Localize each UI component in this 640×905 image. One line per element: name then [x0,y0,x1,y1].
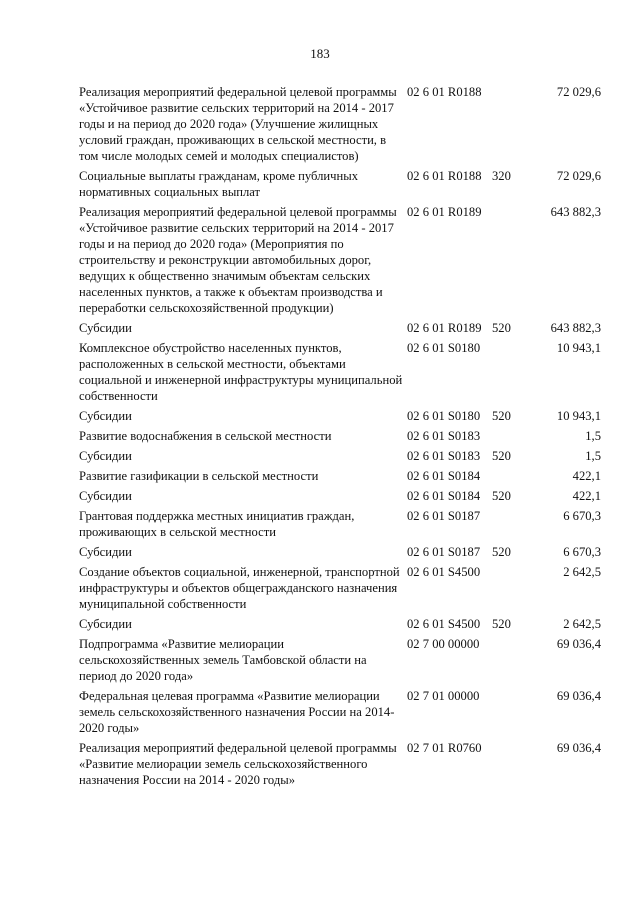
table-row [79,564,601,612]
row-name: Субсидии [79,489,132,503]
row-code: 02 6 01 S4500 [407,565,481,579]
table-row [79,468,601,484]
row-expense-type: 520 [492,449,511,463]
row-code: 02 7 01 00000 [407,689,480,703]
table-row [79,636,601,684]
table-row [79,616,601,632]
row-expense-type [492,564,530,612]
table-row [79,740,601,788]
row-code: 02 6 01 R0188 [407,169,482,183]
table-row [79,508,601,540]
row-expense-type [492,468,530,484]
row-amount: 2 642,5 [563,565,601,579]
row-amount: 422,1 [572,469,601,483]
row-expense-type: 520 [492,409,511,423]
row-name: Субсидии [79,409,132,423]
row-amount: 72 029,6 [556,169,601,183]
table-row [79,488,601,504]
table-row [79,168,601,200]
row-name: Развитие водоснабжения в сельской местности [79,429,332,443]
row-name: Комплексное обустройство населенных пунктов, расположенных в сельской местности, объектами социальной и инженерной инфраструктуры муниципальной собственности [79,341,403,403]
table-row [79,340,601,404]
row-code: 02 6 01 R0189 [407,205,482,219]
table-row [79,544,601,560]
row-name: Реализация мероприятий федеральной целевой программы «Развитие мелиорации земель сельскохозяйственного назначения России на 2014 - 2020 годы» [79,741,397,787]
row-code: 02 6 01 S0180 [407,341,481,355]
row-expense-type [492,688,530,736]
row-code: 02 6 01 S0187 [407,545,481,559]
table-row [79,428,601,444]
row-expense-type [492,204,530,316]
row-expense-type [492,340,530,404]
row-amount: 69 036,4 [556,741,601,755]
row-amount: 643 882,3 [550,321,601,335]
row-expense-type: 520 [492,489,511,503]
row-code: 02 6 01 S0184 [407,489,481,503]
row-amount: 6 670,3 [563,545,601,559]
row-amount: 422,1 [572,489,601,503]
row-name: Реализация мероприятий федеральной целевой программы «Устойчивое развитие сельских территорий на 2014 - 2017 годы и на период до 2020 года» (Улучшение жилищных условий граждан, проживающих в сельской местности, в том числе молодых семей и молодых специалистов) [79,85,397,163]
page-number: 183 [310,46,330,61]
row-name: Федеральная целевая программа «Развитие мелиорации земель сельскохозяйственного назначения России на 2014-2020 годы» [79,689,395,735]
row-amount: 1,5 [585,449,601,463]
row-expense-type: 520 [492,321,511,335]
row-name: Субсидии [79,449,132,463]
row-expense-type [492,508,530,540]
budget-table [79,84,601,792]
row-amount: 72 029,6 [556,85,601,99]
row-expense-type: 520 [492,617,511,631]
row-expense-type [492,740,530,788]
row-code: 02 6 01 S0184 [407,469,481,483]
row-expense-type [492,84,530,164]
row-expense-type: 320 [492,169,511,183]
row-code: 02 6 01 S0183 [407,429,481,443]
row-code: 02 6 01 S4500 [407,617,481,631]
row-name: Реализация мероприятий федеральной целевой программы «Устойчивое развитие сельских территорий на 2014 - 2017 годы и на период до 2020 года» (Мероприятия по строительству и реконструкции автомобильных дорог, ведущих к общественно значимым объектам сельских населенных пунктов, а также к объектам производства и переработки сельскохозяйственной продукции) [79,205,397,315]
row-name: Развитие газификации в сельской местности [79,469,319,483]
row-amount: 10 943,1 [556,409,601,423]
row-name: Субсидии [79,321,132,335]
table-row [79,84,601,164]
row-code: 02 6 01 S0180 [407,409,481,423]
row-amount: 6 670,3 [563,509,601,523]
row-expense-type: 520 [492,545,511,559]
row-amount: 69 036,4 [556,637,601,651]
row-amount: 1,5 [585,429,601,443]
table-row [79,688,601,736]
row-name: Грантовая поддержка местных инициатив граждан, проживающих в сельской местности [79,509,355,539]
table-row [79,448,601,464]
row-name: Субсидии [79,617,132,631]
row-code: 02 6 01 S0187 [407,509,481,523]
row-code: 02 6 01 R0188 [407,85,482,99]
row-expense-type [492,428,530,444]
row-name: Создание объектов социальной, инженерной, транспортной инфраструктуры и объектов общегражданского назначения муниципальной собственности [79,565,400,611]
row-amount: 69 036,4 [556,689,601,703]
row-code: 02 7 00 00000 [407,637,480,651]
row-code: 02 6 01 R0189 [407,321,482,335]
row-name: Подпрограмма «Развитие мелиорации сельскохозяйственных земель Тамбовской области на период до 2020 года» [79,637,367,683]
row-code: 02 6 01 S0183 [407,449,481,463]
table-row [79,408,601,424]
row-expense-type [492,636,530,684]
table-row [79,320,601,336]
row-amount: 643 882,3 [550,205,601,219]
row-amount: 10 943,1 [556,341,601,355]
row-amount: 2 642,5 [563,617,601,631]
row-code: 02 7 01 R0760 [407,741,482,755]
row-name: Субсидии [79,545,132,559]
row-name: Социальные выплаты гражданам, кроме публичных нормативных социальных выплат [79,169,358,199]
table-row [79,204,601,316]
